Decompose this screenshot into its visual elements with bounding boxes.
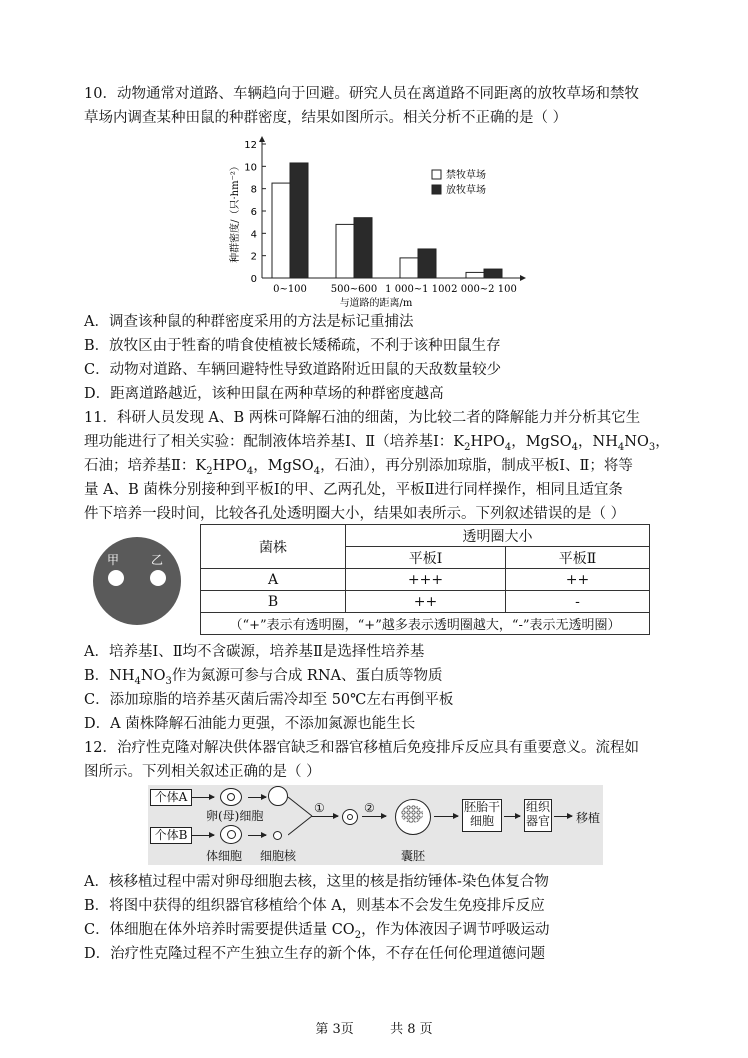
q10-stem-line2: 草场内调查某种田鼠的种群密度，结果如图所示。相关分析不正确的是（ ） bbox=[84, 110, 568, 126]
arrow-to-organ bbox=[504, 816, 520, 817]
row-a-strain: A bbox=[201, 569, 346, 591]
blastocyst-label: 囊胚 bbox=[401, 849, 426, 863]
body-cell-icon bbox=[220, 825, 242, 844]
hole-a bbox=[108, 570, 124, 586]
header-strain: 菌株 bbox=[201, 525, 346, 569]
y-tick-label: 10 bbox=[244, 162, 257, 174]
arrow-enucleate bbox=[248, 797, 266, 798]
transplant-label: 移植 bbox=[576, 811, 601, 825]
y-axis-arrow bbox=[259, 136, 265, 142]
x-axis-arrow bbox=[520, 275, 526, 281]
q11-option-d: D．A 菌株降解石油能力更强，不添加氮源也能生长 bbox=[84, 716, 416, 732]
page-total: 共 8 页 bbox=[390, 1022, 433, 1037]
page-number: 第 3页 bbox=[315, 1022, 354, 1037]
q11-stem-line3: 石油；培养基Ⅱ：$K_2HPO_4$，MgSO$_4$，石油），再分别添加琼脂，制成平板Ⅰ、Ⅱ；将等 bbox=[84, 458, 633, 477]
step1-label: ① bbox=[314, 801, 325, 815]
egg-label: 卵(母)细胞 bbox=[206, 809, 264, 823]
page-footer bbox=[0, 1018, 748, 1037]
q10-option-d: D．距离道路越近，该种田鼠在两种草场的种群密度越高 bbox=[84, 386, 444, 402]
x-axis-label: 与道路的距离/m bbox=[339, 298, 413, 309]
row-b-p1: ++ bbox=[346, 591, 506, 613]
y-tick-label: 12 bbox=[244, 140, 257, 151]
q10-option-b: B．放牧区由于牲畜的啃食使植被长矮稀疏，不利于该种田鼠生存 bbox=[84, 338, 501, 354]
legend-swatch-0 bbox=[432, 170, 441, 179]
x-tick-label: 0~100 bbox=[273, 284, 307, 295]
reconstructed-cell-icon bbox=[342, 809, 358, 825]
bar-0-0 bbox=[272, 183, 290, 278]
bar-1-0 bbox=[290, 163, 308, 278]
header-ring: 透明圈大小 bbox=[346, 525, 650, 547]
y-axis-label: 种群密度/（只·hm⁻²） bbox=[230, 161, 241, 263]
bar-1-3 bbox=[484, 269, 502, 278]
q11-option-a: A．培养基Ⅰ、Ⅱ均不含碳源，培养基Ⅱ是选择性培养基 bbox=[84, 644, 425, 660]
q12-option-d: D．治疗性克隆过程不产生独立生存的新个体，不存在任何伦理道德问题 bbox=[84, 946, 546, 962]
x-tick-label: 2 000~2 100 bbox=[451, 284, 517, 295]
q11-stem-line1: 11．科研人员发现 A、B 两株可降解石油的细菌，为比较二者的降解能力并分析其它生 bbox=[84, 410, 641, 426]
q11-stem-line4: 量 A、B 菌株分别接种到平板Ⅰ的甲、乙两孔处，平板Ⅱ进行同样操作，相同且适宜条 bbox=[84, 482, 623, 498]
q12-option-a: A．核移植过程中需对卵母细胞去核，这里的核是指纺锤体-染色体复合物 bbox=[84, 874, 549, 890]
q12-option-c: C．体细胞在体外培养时需要提供适量 $CO_2$，作为体液因子调节呼吸运动 bbox=[84, 922, 550, 941]
legend-swatch-1 bbox=[432, 185, 441, 194]
q11-option-c: C．添加琼脂的培养基灭菌后需冷却至 50℃左右再倒平板 bbox=[84, 692, 454, 708]
hole-a-label: 甲 bbox=[107, 553, 120, 567]
y-tick-label: 4 bbox=[250, 229, 257, 241]
arrow-step1 bbox=[312, 816, 338, 817]
results-table bbox=[200, 524, 650, 635]
q10-option-a: A．调查该种鼠的种群密度采用的方法是标记重捕法 bbox=[84, 314, 414, 330]
q12-stem-line2: 图所示。下列相关叙述正确的是（ ） bbox=[84, 764, 321, 780]
petri-plate bbox=[93, 537, 181, 625]
legend-label-0: 禁牧草场 bbox=[446, 170, 486, 181]
bar-0-1 bbox=[336, 224, 354, 278]
egg-cell-icon bbox=[220, 788, 242, 806]
y-tick-label: 2 bbox=[250, 251, 257, 263]
arrow-nucleus bbox=[248, 835, 266, 836]
cloning-flow-diagram bbox=[148, 785, 603, 865]
row-b-strain: B bbox=[201, 591, 346, 613]
merge-lines bbox=[288, 793, 314, 839]
blastocyst-icon bbox=[395, 799, 431, 835]
header-plate2: 平板Ⅱ bbox=[506, 547, 650, 569]
row-a-p1: +++ bbox=[346, 569, 506, 591]
hole-b-label: 乙 bbox=[151, 553, 164, 567]
arrow-to-transplant bbox=[554, 816, 572, 817]
q11-option-b: B．$NH_4NO_3$作为氮源可参与合成 RNA、蛋白质等物质 bbox=[84, 668, 443, 687]
bar-1-1 bbox=[354, 218, 372, 278]
body-cell-label: 体细胞 bbox=[206, 849, 243, 863]
tissue-organ-box: 组织器官 bbox=[524, 799, 552, 832]
header-plate1: 平板Ⅰ bbox=[346, 547, 506, 569]
nucleus-icon bbox=[273, 831, 282, 840]
row-a-p2: ++ bbox=[506, 569, 650, 591]
step2-label: ② bbox=[364, 801, 375, 815]
enucleated-egg-icon bbox=[268, 786, 288, 806]
table-row bbox=[201, 569, 650, 591]
bar-0-2 bbox=[400, 258, 418, 278]
q11-stem-line5: 件下培养一段时间，比较各孔处透明圈大小，结果如表所示。下列叙述错误的是（ ） bbox=[84, 506, 626, 522]
q11-stem-line2: 理功能进行了相关实验：配制液体培养基Ⅰ、Ⅱ（培养基Ⅰ：$K_2HPO_4$，MgSO$_4$，$NH_4NO_3$， bbox=[84, 434, 670, 453]
arrow-to-stemcell bbox=[434, 816, 458, 817]
q12-stem-line1: 12．治疗性克隆对解决供体器官缺乏和器官移植后免疫排斥反应具有重要意义。流程如 bbox=[84, 740, 639, 756]
y-tick-label: 6 bbox=[250, 207, 257, 218]
individual-a-box: 个体A bbox=[150, 789, 192, 806]
x-tick-label: 500~600 bbox=[330, 284, 378, 295]
nucleus-label: 细胞核 bbox=[260, 849, 297, 863]
arrow-b-cell bbox=[192, 835, 214, 836]
row-b-p2: - bbox=[506, 591, 650, 613]
q10-option-c: C．动物对道路、车辆回避特性导致道路附近田鼠的天敌数量较少 bbox=[84, 362, 502, 378]
legend-label-1: 放牧草场 bbox=[446, 185, 486, 196]
q10-stem-line1: 10．动物通常对道路、车辆趋向于回避。研究人员在离道路不同距离的放牧草场和禁牧 bbox=[84, 86, 639, 102]
y-tick-label: 8 bbox=[250, 184, 257, 196]
bar-1-2 bbox=[418, 249, 436, 278]
q12-option-b: B．将图中获得的组织器官移植给个体 A，则基本不会发生免疫排斥反应 bbox=[84, 898, 545, 914]
x-tick-label: 1 000~1 100 bbox=[385, 284, 451, 295]
hole-b bbox=[150, 570, 166, 586]
embryonic-stem-cell-box: 胚胎干细胞 bbox=[462, 799, 502, 832]
table-note: （“+”表示有透明圈，“+”越多表示透明圈越大，“-”表示无透明圈） bbox=[201, 613, 650, 635]
arrow-a-egg bbox=[192, 797, 214, 798]
individual-b-box: 个体B bbox=[150, 827, 192, 844]
population-density-chart bbox=[226, 132, 526, 310]
table-row bbox=[201, 591, 650, 613]
y-tick-label: 0 bbox=[250, 274, 257, 285]
arrow-step2 bbox=[362, 816, 386, 817]
bar-0-3 bbox=[466, 272, 484, 278]
